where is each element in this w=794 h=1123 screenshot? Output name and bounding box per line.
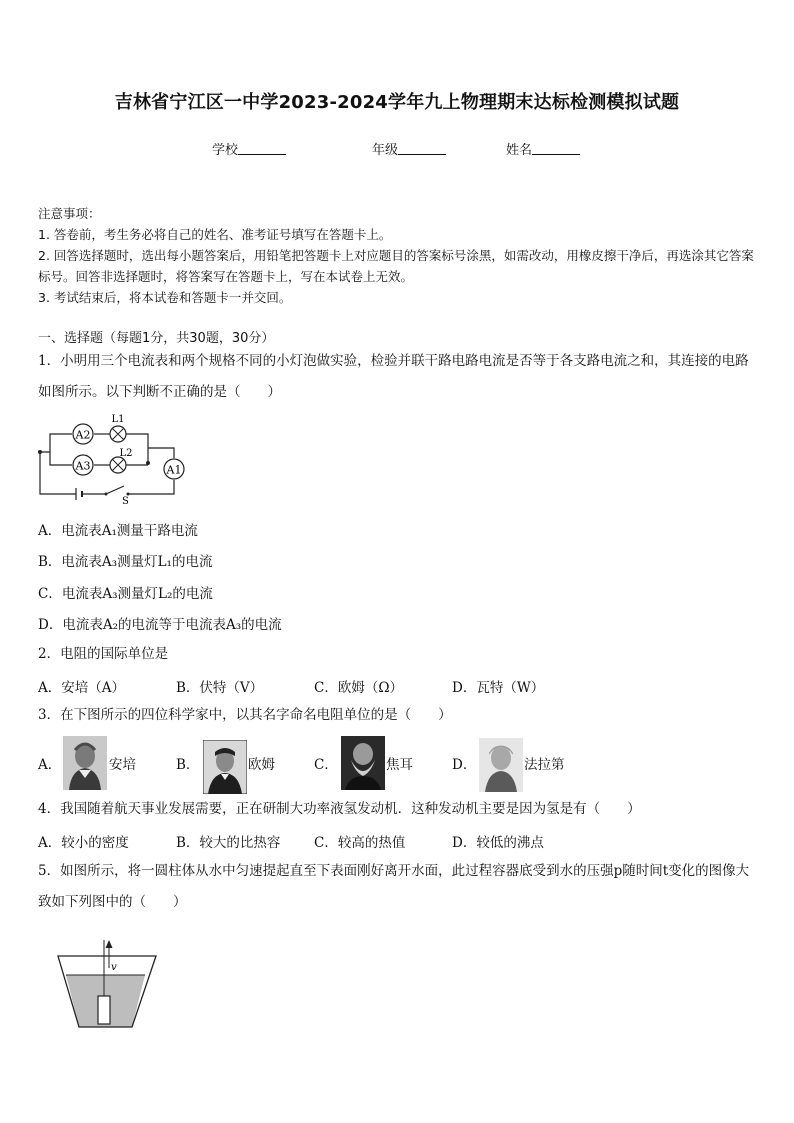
- switch-s: [105, 486, 130, 504]
- q4-option-c: C．较高的热值: [314, 835, 406, 851]
- container-diagram: [56, 938, 160, 1030]
- q2-option-b: B．伏特（V）: [176, 680, 264, 696]
- circuit-diagram: [36, 408, 196, 504]
- section-heading: 一、选择题（每题1分，共30题，30分）: [38, 331, 275, 346]
- q1-option-c: C．电流表A₃测量灯L₂的电流: [38, 586, 213, 602]
- name-field: [506, 139, 580, 158]
- ammeter-a1: [164, 459, 184, 479]
- portrait-joule-image: [341, 736, 385, 790]
- notes-item-1: 1. 答卷前，考生务必将自己的姓名、准考证号填写在答题卡上。: [38, 227, 392, 242]
- question-3-stem: 3．在下图所示的四位科学家中，以其名字命名电阻单位的是（ ）: [38, 707, 452, 723]
- name-blank: [532, 142, 580, 155]
- q2-option-c: C．欧姆（Ω）: [314, 680, 404, 696]
- question-5-stem: 5．如图所示，将一圆柱体从水中匀速提起直至下表面刚好离开水面，此过程容器底受到水的压强p随时间t变化的图像大致如下列图中的（ ）: [38, 863, 750, 910]
- notes-item-3: 3. 考试结束后，将本试卷和答题卡一并交回。: [38, 290, 292, 305]
- grade-label: 年级: [372, 143, 399, 158]
- velocity-label: v: [111, 962, 117, 973]
- a2-label: A2: [75, 428, 91, 442]
- question-2-stem: 2．电阻的国际单位是: [38, 646, 169, 662]
- q3-option-c-name: 焦耳: [386, 757, 413, 773]
- q4-option-d: D．较低的沸点: [452, 835, 544, 851]
- s-label: S: [122, 496, 129, 504]
- a1-label: A1: [166, 463, 182, 477]
- q4-option-a: A．较小的密度: [38, 835, 129, 851]
- exam-notes: [38, 203, 760, 308]
- grade-blank: [398, 142, 446, 155]
- l2-label: L2: [119, 448, 133, 459]
- q2-option-a: A．安培（A）: [38, 680, 125, 696]
- a3-label: A3: [75, 459, 91, 473]
- l1-label: L1: [111, 414, 125, 425]
- q3-option-b-name: 欧姆: [248, 757, 275, 773]
- grade-field: [372, 139, 446, 158]
- portrait-ampere-image: [63, 736, 107, 790]
- q2-option-d: D．瓦特（W）: [452, 680, 545, 696]
- q3-option-c-letter: C．: [314, 757, 338, 773]
- q1-option-b: B．电流表A₃测量灯L₁的电流: [38, 554, 213, 570]
- q3-option-a-name: 安培: [109, 757, 136, 773]
- lamp-l2: [110, 448, 133, 473]
- q3-option-d-letter: D．: [452, 757, 477, 773]
- ammeter-a2: [73, 424, 93, 444]
- q1-option-d: D．电流表A₂的电流等于电流表A₃的电流: [38, 617, 282, 633]
- notes-item-2: 2. 回答选择题时，选出每小题答案后，用铅笔把答题卡上对应题目的答案标号涂黑，如需改动，用橡皮擦干净后，再选涂其它答案标号。回答非选择题时，将答案写在答题卡上，写在本试卷上无效。: [38, 248, 754, 284]
- q3-option-b-letter: B．: [176, 757, 200, 773]
- cylinder: [98, 996, 110, 1024]
- q3-option-d-name: 法拉第: [524, 757, 565, 773]
- ammeter-a3: [73, 455, 93, 475]
- notes-heading: 注意事项：: [38, 206, 101, 221]
- page-title: 吉林省宁江区一中学2023-2024学年九上物理期末达标检测模拟试题: [114, 92, 680, 113]
- school-label: 学校: [212, 143, 239, 158]
- school-blank: [238, 142, 286, 155]
- lamp-l1: [110, 414, 126, 442]
- question-4-stem: 4．我国随着航天事业发展需要，正在研制大功率液氢发动机．这种发动机主要是因为氢是有（ ）: [38, 801, 641, 817]
- q1-option-a: A．电流表A₁测量干路电流: [38, 523, 198, 539]
- q4-option-b: B．较大的比热容: [176, 835, 281, 851]
- portrait-ohm-image: [203, 740, 247, 794]
- portrait-faraday-image: [479, 738, 523, 792]
- school-field: [212, 139, 286, 158]
- question-1-stem: 1．小明用三个电流表和两个规格不同的小灯泡做实验，检验并联干路电路电流是否等于各支路电流之和，其连接的电路如图所示。以下判断不正确的是（ ）: [38, 353, 749, 400]
- q3-option-a-letter: A．: [38, 757, 62, 773]
- name-label: 姓名: [506, 143, 533, 158]
